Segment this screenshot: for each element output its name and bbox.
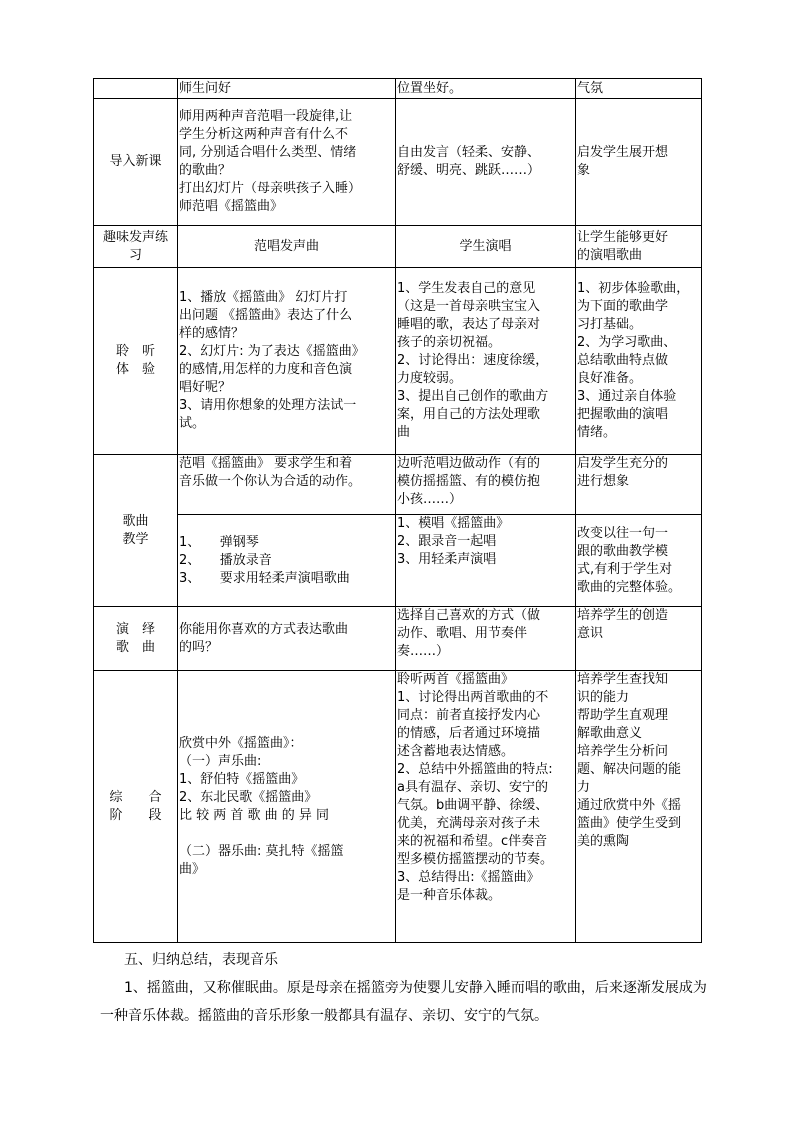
cell-line: 师范唱《摇篮曲》 bbox=[179, 199, 284, 214]
cell-line: 的吗？ bbox=[179, 639, 219, 655]
cell-line: 3、通过亲自体验 bbox=[577, 389, 677, 404]
cell-line: 的演唱歌曲 bbox=[577, 247, 643, 263]
cell-line: 的歌曲？ bbox=[179, 163, 232, 178]
cell-line: 打出幻灯片（母亲哄孩子入睡） bbox=[179, 181, 362, 196]
cell-line: 1、学生发表自己的意见 bbox=[397, 281, 536, 296]
table-row bbox=[94, 226, 702, 268]
lesson-table bbox=[93, 78, 702, 943]
cell-line: 出问题 《摇篮曲》表达了什么 bbox=[179, 308, 353, 323]
purpose-cell bbox=[576, 607, 702, 671]
cell-line: 来的祝福和希望。c伴奏音 bbox=[397, 834, 548, 849]
cell-line: 自由发言（轻柔、安静、 bbox=[397, 145, 541, 160]
cell-line bbox=[179, 825, 394, 843]
cell-line: 2、为学习歌曲、 bbox=[577, 335, 677, 350]
cell-line: 1、 弹钢琴 bbox=[179, 534, 259, 550]
purpose-cell bbox=[576, 99, 702, 226]
student-cell bbox=[396, 607, 576, 671]
cell-line: 边听范唱边做动作（有的 bbox=[397, 456, 541, 471]
cell-line: 识的能力 bbox=[577, 690, 630, 705]
student-cell bbox=[396, 99, 576, 226]
student-header: 学生演唱 bbox=[396, 226, 576, 268]
cell-line: 聆听两首《摇篮曲》 bbox=[397, 672, 515, 687]
cell-line: 睡唱的歌，表达了母亲对 bbox=[397, 317, 541, 332]
cell-line: 师用两种声音范唱一段旋律,让 bbox=[179, 109, 353, 124]
cell-line: 3、 要求用轻柔声演唱歌曲 bbox=[179, 570, 350, 586]
cell-line: 歌 曲 bbox=[115, 639, 155, 655]
cell-line: 2、幻灯片: 为了表达《摇篮曲》 bbox=[179, 344, 365, 359]
cell-line: 模仿摇摇篮、有的模仿抱 bbox=[397, 474, 541, 489]
cell-line: 趣味发声练 bbox=[102, 229, 168, 245]
cell-line: 欣赏中外《摇篮曲》： bbox=[179, 735, 303, 751]
section-heading: 五、归纳总结，表现音乐 bbox=[124, 952, 278, 968]
cell-line: 样的感情？ bbox=[179, 326, 245, 341]
cell-line: 同, 分别适合唱什么类型、情绪 bbox=[179, 145, 357, 160]
cell-line: 启发学生充分的 bbox=[577, 456, 669, 471]
cell-line: 让学生能够更好 bbox=[577, 229, 669, 245]
cell-line: 2、东北民歌《摇篮曲》 bbox=[179, 789, 318, 805]
teacher-cell bbox=[178, 607, 396, 671]
table-row bbox=[94, 79, 702, 99]
cell-line: 试。 bbox=[179, 416, 206, 431]
cell-line: 聆 听 bbox=[115, 344, 155, 359]
student-cell bbox=[396, 268, 576, 455]
cell-line: 帮助学生直观理 bbox=[577, 708, 669, 723]
cell-line: 意识 bbox=[577, 626, 604, 641]
cell-line: 3、请用你想象的处理方法试一 bbox=[179, 398, 357, 413]
cell-line: 的感情,用怎样的力度和音色演 bbox=[179, 362, 353, 377]
cell-line: 曲 bbox=[397, 425, 411, 440]
table-row bbox=[94, 268, 702, 455]
cell-line: 1、舒伯特《摇篮曲》 bbox=[179, 771, 305, 787]
cell-line: 歌曲的完整体验。 bbox=[577, 579, 682, 595]
cell-line: a具有温存、亲切、安宁的 bbox=[397, 780, 548, 795]
cell-line: 你能用你喜欢的方式表达歌曲 bbox=[179, 621, 349, 637]
stage-cell bbox=[94, 671, 178, 943]
cell-line: 培养学生的创造 bbox=[577, 608, 669, 623]
teacher-cell bbox=[178, 455, 396, 515]
cell-line: 为下面的歌曲学 bbox=[577, 299, 669, 314]
cell-line: 把握歌曲的演唱 bbox=[577, 407, 669, 422]
table-row bbox=[94, 607, 702, 671]
teacher-cell bbox=[178, 99, 396, 226]
cell-line: 2、讨论得出：速度徐缓， bbox=[397, 353, 549, 368]
cell-line: 舒缓、明亮、跳跃……） bbox=[397, 163, 541, 178]
cell-line: 良好准备。 bbox=[577, 371, 643, 386]
teacher-cell: 师生问好 bbox=[178, 79, 396, 99]
cell-line: 学生分析这两种声音有什么不 bbox=[179, 127, 349, 142]
cell-line: 孩子的亲切祝福。 bbox=[397, 335, 502, 350]
student-cell bbox=[396, 515, 576, 607]
cell-line: 范唱《摇篮曲》 要求学生和着 bbox=[179, 456, 353, 471]
cell-line: 进行想象 bbox=[577, 474, 630, 489]
cell-line: 3、提出自己创作的歌曲方 bbox=[397, 389, 549, 404]
cell-line: 解歌曲意义 bbox=[577, 726, 643, 741]
cell-line: 习 bbox=[128, 247, 142, 263]
cell-line: 型多模仿摇篮摆动的节奏。 bbox=[397, 852, 554, 867]
purpose-cell bbox=[576, 515, 702, 607]
cell-line: 美的熏陶 bbox=[577, 834, 630, 849]
cell-line: 体 验 bbox=[115, 362, 155, 377]
cell-line: 培养学生查找知 bbox=[577, 672, 669, 687]
cell-line: 优美，充满母亲对孩子未 bbox=[397, 816, 541, 831]
cell-line: 跟的歌曲教学模 bbox=[577, 543, 669, 559]
stage-cell: 导入新课 bbox=[94, 99, 178, 226]
cell-line: 比 较 两 首 歌 曲 的 异 同 bbox=[179, 807, 330, 823]
cell-line: 3、用轻柔声演唱 bbox=[397, 552, 497, 567]
cell-line: 情绪。 bbox=[577, 425, 617, 440]
table-row bbox=[94, 99, 702, 226]
cell-line: 启发学生展开想 bbox=[577, 145, 669, 160]
cell-line: 气氛。b曲调平静、徐缓、 bbox=[397, 798, 549, 813]
cell-line: 歌曲 bbox=[122, 513, 149, 529]
cell-line: 式,有利于学生对 bbox=[577, 561, 673, 577]
cell-line: 1、讨论得出两首歌曲的不 bbox=[397, 690, 549, 705]
cell-line: 2、跟录音一起唱 bbox=[397, 534, 497, 549]
cell-line: 述含蓄地表达情感。 bbox=[397, 744, 515, 759]
teacher-cell bbox=[178, 268, 396, 455]
cell-line: （二）器乐曲: 莫扎特《摇篮 bbox=[179, 843, 344, 859]
teacher-cell bbox=[178, 671, 396, 943]
cell-line: 奏……） bbox=[397, 644, 450, 659]
teacher-header: 范唱发声曲 bbox=[178, 226, 396, 268]
cell-line: 唱好呢？ bbox=[179, 380, 232, 395]
cell-line: 总结歌曲特点做 bbox=[577, 353, 669, 368]
cell-line: 1、播放《摇篮曲》 幻灯片打 bbox=[179, 290, 348, 305]
cell-line: 2、总结中外摇篮曲的特点: bbox=[397, 762, 553, 777]
cell-line: （一）声乐曲: bbox=[179, 753, 262, 769]
cell-line: 力 bbox=[577, 780, 591, 795]
student-cell bbox=[396, 671, 576, 943]
cell-line: 1、模唱《摇篮曲》 bbox=[397, 516, 510, 531]
purpose-cell bbox=[576, 455, 702, 515]
purpose-cell bbox=[576, 671, 702, 943]
stage-cell bbox=[94, 607, 178, 671]
cell-line: 选择自己喜欢的方式（做 bbox=[397, 608, 541, 623]
stage-cell bbox=[94, 79, 178, 99]
cell-line: 音乐做一个你认为合适的动作。 bbox=[179, 474, 362, 489]
summary-paragraph: 1、摇篮曲，又称催眠曲。原是母亲在摇篮旁为使婴儿安静入睡而唱的歌曲，后来逐渐发展成为一种音乐体裁。摇篮曲的音乐形象一般都具有温存、亲切、安宁的气氛。 bbox=[100, 980, 707, 1024]
cell-line: 改变以往一句一 bbox=[577, 525, 669, 541]
table-row bbox=[94, 455, 702, 515]
cell-line: 力度较弱。 bbox=[397, 371, 463, 386]
cell-line: 的情感，后者通过环境描 bbox=[397, 726, 541, 741]
cell-line: 曲》 bbox=[179, 861, 206, 877]
cell-line: 3、总结得出:《摇篮曲》 bbox=[397, 870, 540, 885]
student-cell: 位置坐好。 bbox=[396, 79, 576, 99]
cell-line: 小孩……） bbox=[397, 492, 463, 507]
cell-line: 是一种音乐体裁。 bbox=[397, 888, 502, 903]
cell-line: （这是一首母亲哄宝宝入 bbox=[397, 299, 541, 314]
cell-line: 案，用自己的方法处理歌 bbox=[397, 407, 541, 422]
stage-cell bbox=[94, 268, 178, 455]
cell-line: 篮曲》使学生受到 bbox=[577, 816, 682, 831]
cell-line: 教学 bbox=[122, 531, 149, 547]
summary-section bbox=[100, 946, 720, 1030]
teacher-cell bbox=[178, 515, 396, 607]
purpose-cell bbox=[576, 226, 702, 268]
cell-line: 演 绎 bbox=[115, 621, 155, 637]
cell-line: 通过欣赏中外《摇 bbox=[577, 798, 682, 813]
cell-line: 同点：前者直接抒发内心 bbox=[397, 708, 541, 723]
stage-cell bbox=[94, 455, 178, 607]
stage-cell bbox=[94, 226, 178, 268]
table-row bbox=[94, 671, 702, 943]
cell-line: 2、 播放录音 bbox=[179, 552, 272, 568]
table-row bbox=[94, 515, 702, 607]
purpose-cell: 气氛 bbox=[576, 79, 702, 99]
purpose-cell bbox=[576, 268, 702, 455]
cell-line: 综 合 bbox=[109, 789, 162, 805]
cell-line: 阶 段 bbox=[109, 807, 162, 823]
student-cell bbox=[396, 455, 576, 515]
cell-line: 题、解决问题的能 bbox=[577, 762, 682, 777]
cell-line: 1、初步体验歌曲， bbox=[577, 281, 690, 296]
cell-line: 动作、歌唱、用节奏伴 bbox=[397, 626, 528, 641]
cell-line: 习打基础。 bbox=[577, 317, 643, 332]
cell-line: 象 bbox=[577, 163, 591, 178]
cell-line: 培养学生分析问 bbox=[577, 744, 669, 759]
